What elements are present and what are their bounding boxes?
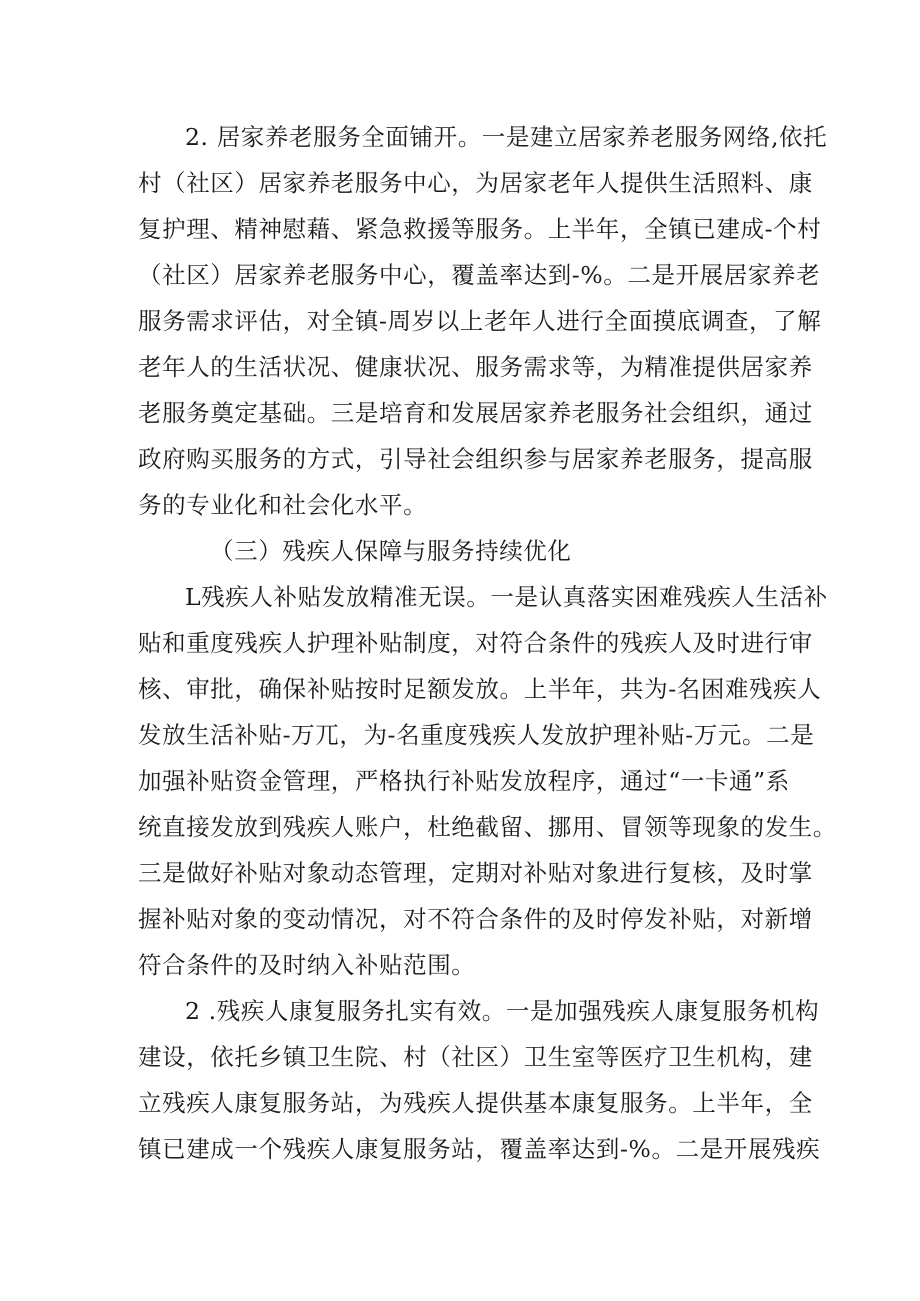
text-line: 服务需求评估，对全镇-周岁以上老年人进行全面摸底调查，了解: [138, 307, 822, 335]
text-line: 核、审批，确保补贴按时足额发放。上半年，共为-名困难残疾人: [138, 675, 822, 703]
text-line: 镇已建成一个残疾人康复服务站，覆盖率达到-%。二是开展残疾: [138, 1135, 821, 1163]
text-line: 统直接发放到残疾人账户，杜绝截留、挪用、冒领等现象的发生。: [138, 813, 837, 841]
text-line: 2 .残疾人康复服务扎实有效。一是加强残疾人康复服务机构: [185, 997, 820, 1025]
text-line: 握补贴对象的变动情况，对不符合条件的及时停发补贴，对新增: [138, 905, 813, 933]
text-line: 符合条件的及时纳入补贴范围。: [138, 951, 476, 979]
section-heading: （三）残疾人保障与服务持续优化: [210, 537, 572, 565]
text-line: （社区）居家养老服务中心，覆盖率达到-%。二是开展居家养老: [138, 261, 821, 289]
text-line: 贴和重度残疾人护理补贴制度，对符合条件的残疾人及时进行审: [138, 629, 813, 657]
text-line: 立残疾人康复服务站，为残疾人提供基本康复服务。上半年，全: [138, 1089, 813, 1117]
text-line: 老年人的生活状况、健康状况、服务需求等，为精准提供居家养: [138, 353, 813, 381]
text-line: 复护理、精神慰藉、紧急救援等服务。上半年，全镇已建成-个村: [138, 215, 822, 243]
text-line: 发放生活补贴-万兀，为-名重度残疾人发放护理补贴-万元。二是: [138, 721, 815, 749]
text-line: L残疾人补贴发放精准无误。一是认真落实困难残疾人生活补: [185, 583, 828, 611]
text-line: 老服务奠定基础。三是培育和发展居家养老服务社会组织，通过: [138, 399, 813, 427]
text-line: 村（社区）居家养老服务中心，为居家老年人提供生活照料、康: [138, 169, 813, 197]
text-line: 务的专业化和社会化水平。: [138, 491, 428, 519]
text-line: 建设，依托乡镇卫生院、村（社区）卫生室等医疗卫生机构，建: [138, 1043, 813, 1071]
text-line: 三是做好补贴对象动态管理，定期对补贴对象进行复核，及时掌: [138, 859, 813, 887]
text-line: 2. 居家养老服务全面铺开。一是建立居家养老服务网络,依托: [185, 123, 828, 151]
text-line: 加强补贴资金管理，严格执行补贴发放程序，通过“一卡通”系: [138, 767, 790, 795]
text-line: 政府购买服务的方式，引导社会组织参与居家养老服务，提高服: [138, 445, 813, 473]
